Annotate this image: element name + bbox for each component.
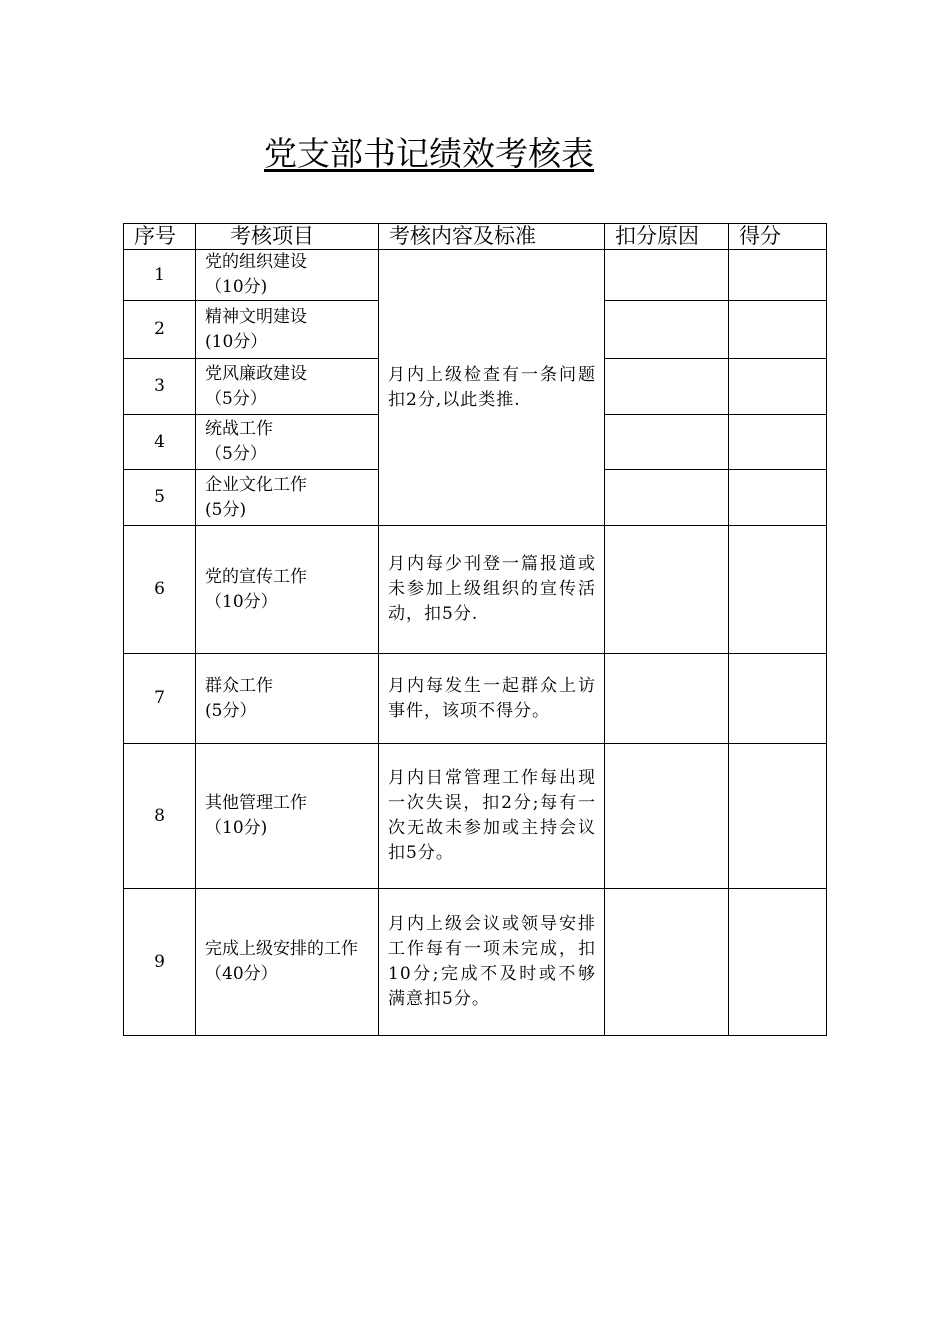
header-item: 考核项目 xyxy=(196,224,379,250)
header-standard: 考核内容及标准 xyxy=(379,224,605,250)
item-cell: 群众工作 (5分） xyxy=(196,654,379,744)
table-row xyxy=(124,744,827,889)
score-cell[interactable] xyxy=(729,744,827,889)
row-number: 5 xyxy=(124,470,196,526)
item-cell: 完成上级安排的工作（40分） xyxy=(196,889,379,1036)
row-number: 9 xyxy=(124,889,196,1036)
item-cell: 其他管理工作 （10分) xyxy=(196,744,379,889)
header-no: 序号 xyxy=(124,224,196,250)
item-cell: 企业文化工作 (5分) xyxy=(196,470,379,526)
row-number: 7 xyxy=(124,654,196,744)
page-title: 党支部书记绩效考核表 xyxy=(264,134,594,173)
item-cell: 党的组织建设 （10分) xyxy=(196,250,379,301)
row-number: 1 xyxy=(124,250,196,301)
table-row xyxy=(124,526,827,654)
standard-cell: 月内上级会议或领导安排工作每有一项未完成，扣10分;完成不及时或不够满意扣5分。 xyxy=(379,889,605,1036)
deduction-reason-cell[interactable] xyxy=(605,654,729,744)
score-cell[interactable] xyxy=(729,359,827,415)
row-number: 6 xyxy=(124,526,196,654)
row-number: 8 xyxy=(124,744,196,889)
table-row xyxy=(124,654,827,744)
standard-cell: 月内日常管理工作每出现一次失误，扣2分;每有一次无故未参加或主持会议扣5分。 xyxy=(379,744,605,889)
row-number: 3 xyxy=(124,359,196,415)
score-cell[interactable] xyxy=(729,301,827,359)
deduction-reason-cell[interactable] xyxy=(605,889,729,1036)
standard-cell: 月内每少刊登一篇报道或未参加上级组织的宣传活动，扣5分. xyxy=(379,526,605,654)
standard-cell-shared: 月内上级检查有一条问题扣2分,以此类推. xyxy=(379,250,605,526)
deduction-reason-cell[interactable] xyxy=(605,415,729,470)
item-cell: 党的宣传工作 （10分） xyxy=(196,526,379,654)
score-cell[interactable] xyxy=(729,470,827,526)
score-cell[interactable] xyxy=(729,654,827,744)
score-cell[interactable] xyxy=(729,415,827,470)
header-deduction-reason: 扣分原因 xyxy=(605,224,729,250)
table-header-row xyxy=(124,224,827,250)
deduction-reason-cell[interactable] xyxy=(605,359,729,415)
item-cell: 统战工作 （5分） xyxy=(196,415,379,470)
item-cell: 党风廉政建设 （5分） xyxy=(196,359,379,415)
assessment-table xyxy=(123,223,827,1036)
standard-cell: 月内每发生一起群众上访事件，该项不得分。 xyxy=(379,654,605,744)
deduction-reason-cell[interactable] xyxy=(605,301,729,359)
deduction-reason-cell[interactable] xyxy=(605,250,729,301)
item-cell: 精神文明建设 (10分） xyxy=(196,301,379,359)
score-cell[interactable] xyxy=(729,526,827,654)
score-cell[interactable] xyxy=(729,250,827,301)
row-number: 4 xyxy=(124,415,196,470)
table-row xyxy=(124,250,827,301)
deduction-reason-cell[interactable] xyxy=(605,470,729,526)
table-row xyxy=(124,889,827,1036)
deduction-reason-cell[interactable] xyxy=(605,744,729,889)
row-number: 2 xyxy=(124,301,196,359)
score-cell[interactable] xyxy=(729,889,827,1036)
deduction-reason-cell[interactable] xyxy=(605,526,729,654)
header-score: 得分 xyxy=(729,224,827,250)
